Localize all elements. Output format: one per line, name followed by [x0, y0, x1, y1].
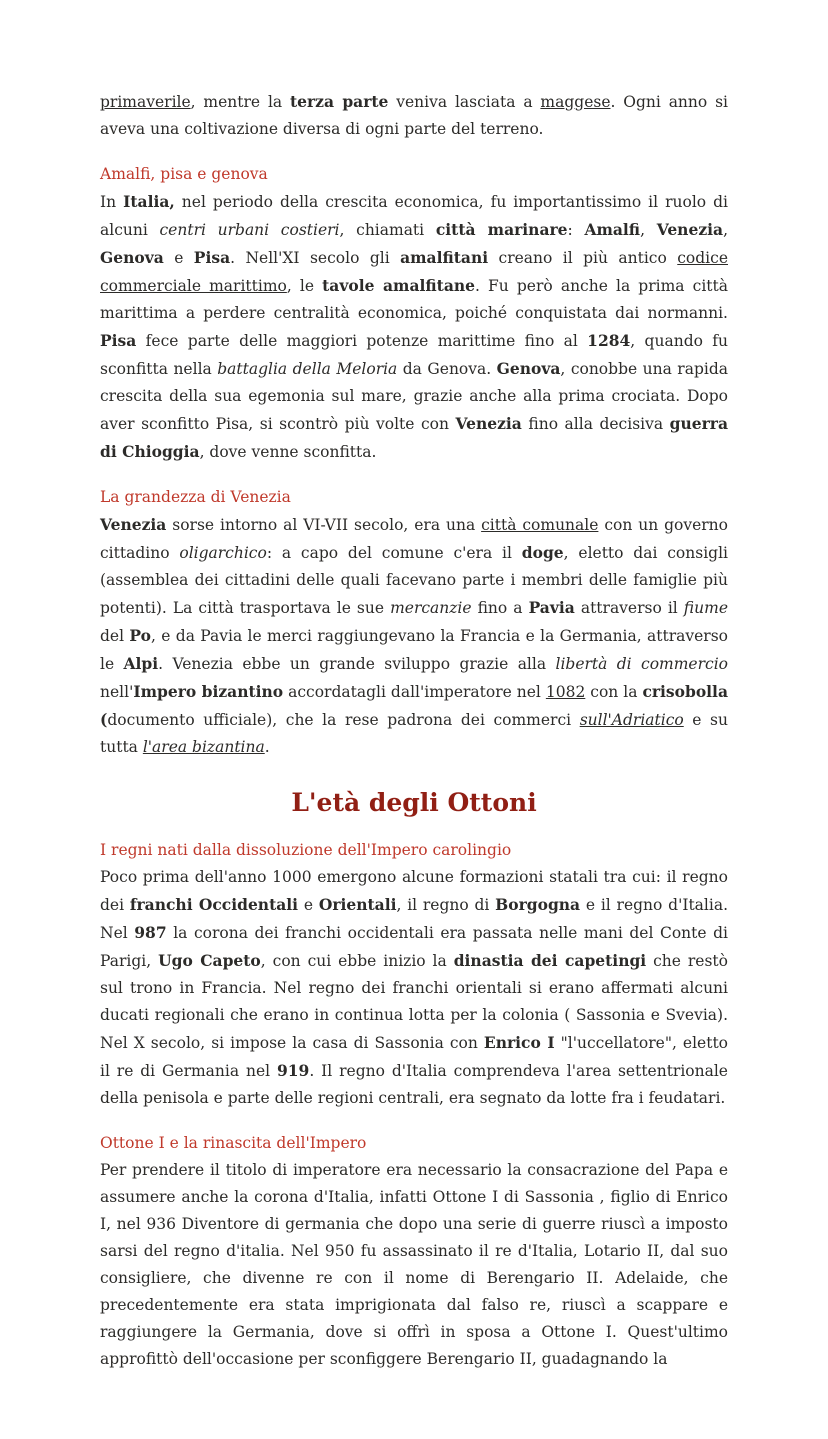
text-run: da Genova. [397, 360, 497, 378]
text-run: e [298, 896, 319, 914]
text-run: Pisa [100, 331, 137, 350]
text-run: crisobolla ( [100, 682, 728, 729]
text-run: , eletto dai consigli (assemblea dei cittadini delle quali facevano parte i membri delle famiglie più potenti). La città trasportava le sue [100, 544, 728, 617]
text-run: con un governo cittadino [100, 516, 728, 562]
text-run: Per prendere il titolo di imperatore era necessario la consacrazione del Papa e assumere anche la corona d'Italia, infatti Ottone I di Sassonia , figlio di Enrico I, nel 936 Diventore di germania che dopo una serie di guerre riuscì a imposto sarsi del regno d'italia. Nel 950 fu assassinato il re d'Italia, Lotario II, dal suo consigliere, che divenne re con il nome di Berengario II. Adelaide, che precedentemente era stata imprigionata dal falso re, riuscì a scappare e raggiungere la Germania, dove si offrì in sposa a Ottone I. Quest'ultimo approfittò dell'occasione per sconfiggere Berengario II, guadagnando la [100, 1161, 728, 1368]
text-run: 1082 [545, 683, 586, 701]
text-run: dinastia dei capetingi [453, 951, 647, 970]
text-run: sorse intorno al VI-VII secolo, era una [166, 516, 482, 534]
section-heading-ottone-rinascita-impero: Ottone I e la rinascita dell'Impero [100, 1134, 367, 1152]
text-run: fiume [683, 599, 728, 617]
text-run: e il regno d'Italia. Nel [100, 896, 729, 942]
text-run: accordatagli dall'imperatore nel [283, 683, 546, 701]
text-run: . Fu però anche la prima città marittima a perdere centralità economica, poiché conquistata dai normanni. [100, 277, 728, 322]
text-run: . [264, 738, 270, 756]
text-run: Pisa [193, 248, 231, 267]
text-run: maggese [540, 93, 611, 111]
text-run: Poco prima dell'anno 1000 emergono alcune formazioni statali tra cui: il regno dei [100, 868, 728, 914]
text-run: città comunale [481, 516, 599, 534]
text-run: primaverile [100, 93, 191, 111]
text-run: Alpi [123, 654, 159, 673]
text-run: , e da Pavia le merci raggiungevano la Francia e la Germania, attraverso le [100, 627, 728, 673]
text-run: tavole amalfitane [322, 276, 475, 295]
text-run: che restò sul trono in Francia. Nel regno dei franchi orientali si erano affermati alcuni ducati regionali che erano in continua lotta per la colonia ( Sassonia e Svevia). Nel X secolo, si impose la casa di Sassonia con [100, 952, 728, 1052]
text-run: centri urbani costieri [159, 221, 340, 239]
text-run: , con cui ebbe inizio la [260, 952, 454, 970]
text-run: : a capo del comune c'era il [266, 544, 522, 562]
text-run: terza parte [289, 92, 389, 111]
text-run: Italia, [123, 192, 175, 211]
text-run: Borgogna [495, 895, 581, 914]
paragraph-venezia [100, 511, 728, 761]
text-run: , chiamati [339, 221, 436, 239]
section-heading-amalfi-pisa-genova: Amalfi, pisa e genova [100, 165, 268, 183]
text-run: , il regno di [396, 896, 496, 914]
text-run: sull'Adriatico [579, 711, 684, 729]
text-run: Venezia [455, 414, 522, 433]
text-run: 987 [134, 923, 167, 942]
text-run: fino a [471, 599, 529, 617]
document-title-eta-degli-ottoni: L'età degli Ottoni [291, 788, 537, 817]
text-run: oligarchico [179, 544, 267, 562]
text-run: 919 [276, 1061, 310, 1080]
text-run: amalfitani [400, 248, 489, 267]
text-run: e [163, 249, 194, 267]
text-run: franchi Occidentali [129, 895, 299, 914]
text-run: . Il regno d'Italia comprendeva l'area settentrionale della penisola e parte delle regioni centrali, era segnato da lotte fra i feudatari. [100, 1062, 728, 1107]
text-run: del [100, 627, 130, 645]
text-run: con la [585, 683, 643, 701]
text-run: battaglia della Meloria [217, 360, 398, 378]
text-run: 1284 [587, 331, 631, 350]
text-run: fino alla decisiva [521, 415, 670, 433]
text-run: Po [129, 626, 151, 645]
text-run: città marinare [435, 220, 568, 239]
text-run: Amalfi [584, 220, 641, 239]
text-run: Venezia [100, 515, 167, 534]
text-run: , conobbe una rapida crescita della sua egemonia sul mare, grazie anche alla prima crociata. Dopo aver sconfitto Pisa, si scontrò più volte con [100, 360, 728, 433]
text-run: nel periodo della crescita economica, fu importantissimo il ruolo di alcuni [100, 193, 728, 239]
section-heading-grandezza-venezia: La grandezza di Venezia [100, 488, 291, 506]
text-run: , le [286, 277, 323, 295]
text-run: guerra di Chioggia [100, 414, 728, 461]
section-heading-regni-dissoluzione-impero: I regni nati dalla dissoluzione dell'Impero carolingio [100, 841, 512, 859]
text-run: codice commerciale marittimo [100, 249, 728, 295]
text-run: doge [521, 543, 564, 562]
text-run: . Ogni anno si aveva una coltivazione diversa di ogni parte del terreno. [100, 93, 728, 138]
text-run: Genova [496, 359, 561, 378]
text-run: la corona dei franchi occidentali era passata nelle mani del Conte di Parigi, [100, 924, 728, 970]
text-run: mercanzie [390, 599, 472, 617]
text-run: Enrico I [483, 1033, 555, 1052]
text-run: Venezia [656, 220, 724, 239]
text-run: , [640, 221, 657, 239]
paragraph-citta-marinare [100, 188, 728, 466]
text-run: , mentre la [190, 93, 290, 111]
text-run: Orientali [318, 895, 397, 914]
text-run: : [567, 221, 585, 239]
text-run: "l'uccellatore", eletto il re di Germania nel [100, 1034, 729, 1080]
text-run: Pavia [528, 598, 575, 617]
paragraph-ottone-i [100, 1157, 728, 1373]
text-run: , [723, 221, 728, 239]
text-run: attraverso il [574, 599, 684, 617]
text-run: nell' [100, 683, 134, 701]
text-run: Ugo Capeto [158, 951, 261, 970]
text-run: veniva lasciata a [388, 93, 541, 111]
paragraph-regni-anno-1000 [100, 864, 728, 1112]
text-run: e su tutta [100, 711, 728, 756]
text-run: In [100, 193, 124, 211]
text-run: . Venezia ebbe un grande sviluppo grazie alla [158, 655, 556, 673]
text-run: Impero bizantino [133, 682, 284, 701]
text-run: , quando fu sconfitta nella [100, 332, 729, 378]
text-run: documento ufficiale), che la rese padrona dei commerci [107, 711, 580, 729]
text-run: Genova [100, 248, 164, 267]
text-run: l'area bizantina [142, 738, 265, 756]
text-run: , dove venne sconfitta. [199, 443, 377, 461]
paragraph-crop-rotation [100, 88, 728, 143]
text-run: creano il più antico [488, 249, 678, 267]
text-run: fece parte delle maggiori potenze marittime fino al [136, 332, 588, 350]
text-run: libertà di commercio [555, 655, 728, 673]
text-run: . Nell'XI secolo gli [230, 249, 401, 267]
